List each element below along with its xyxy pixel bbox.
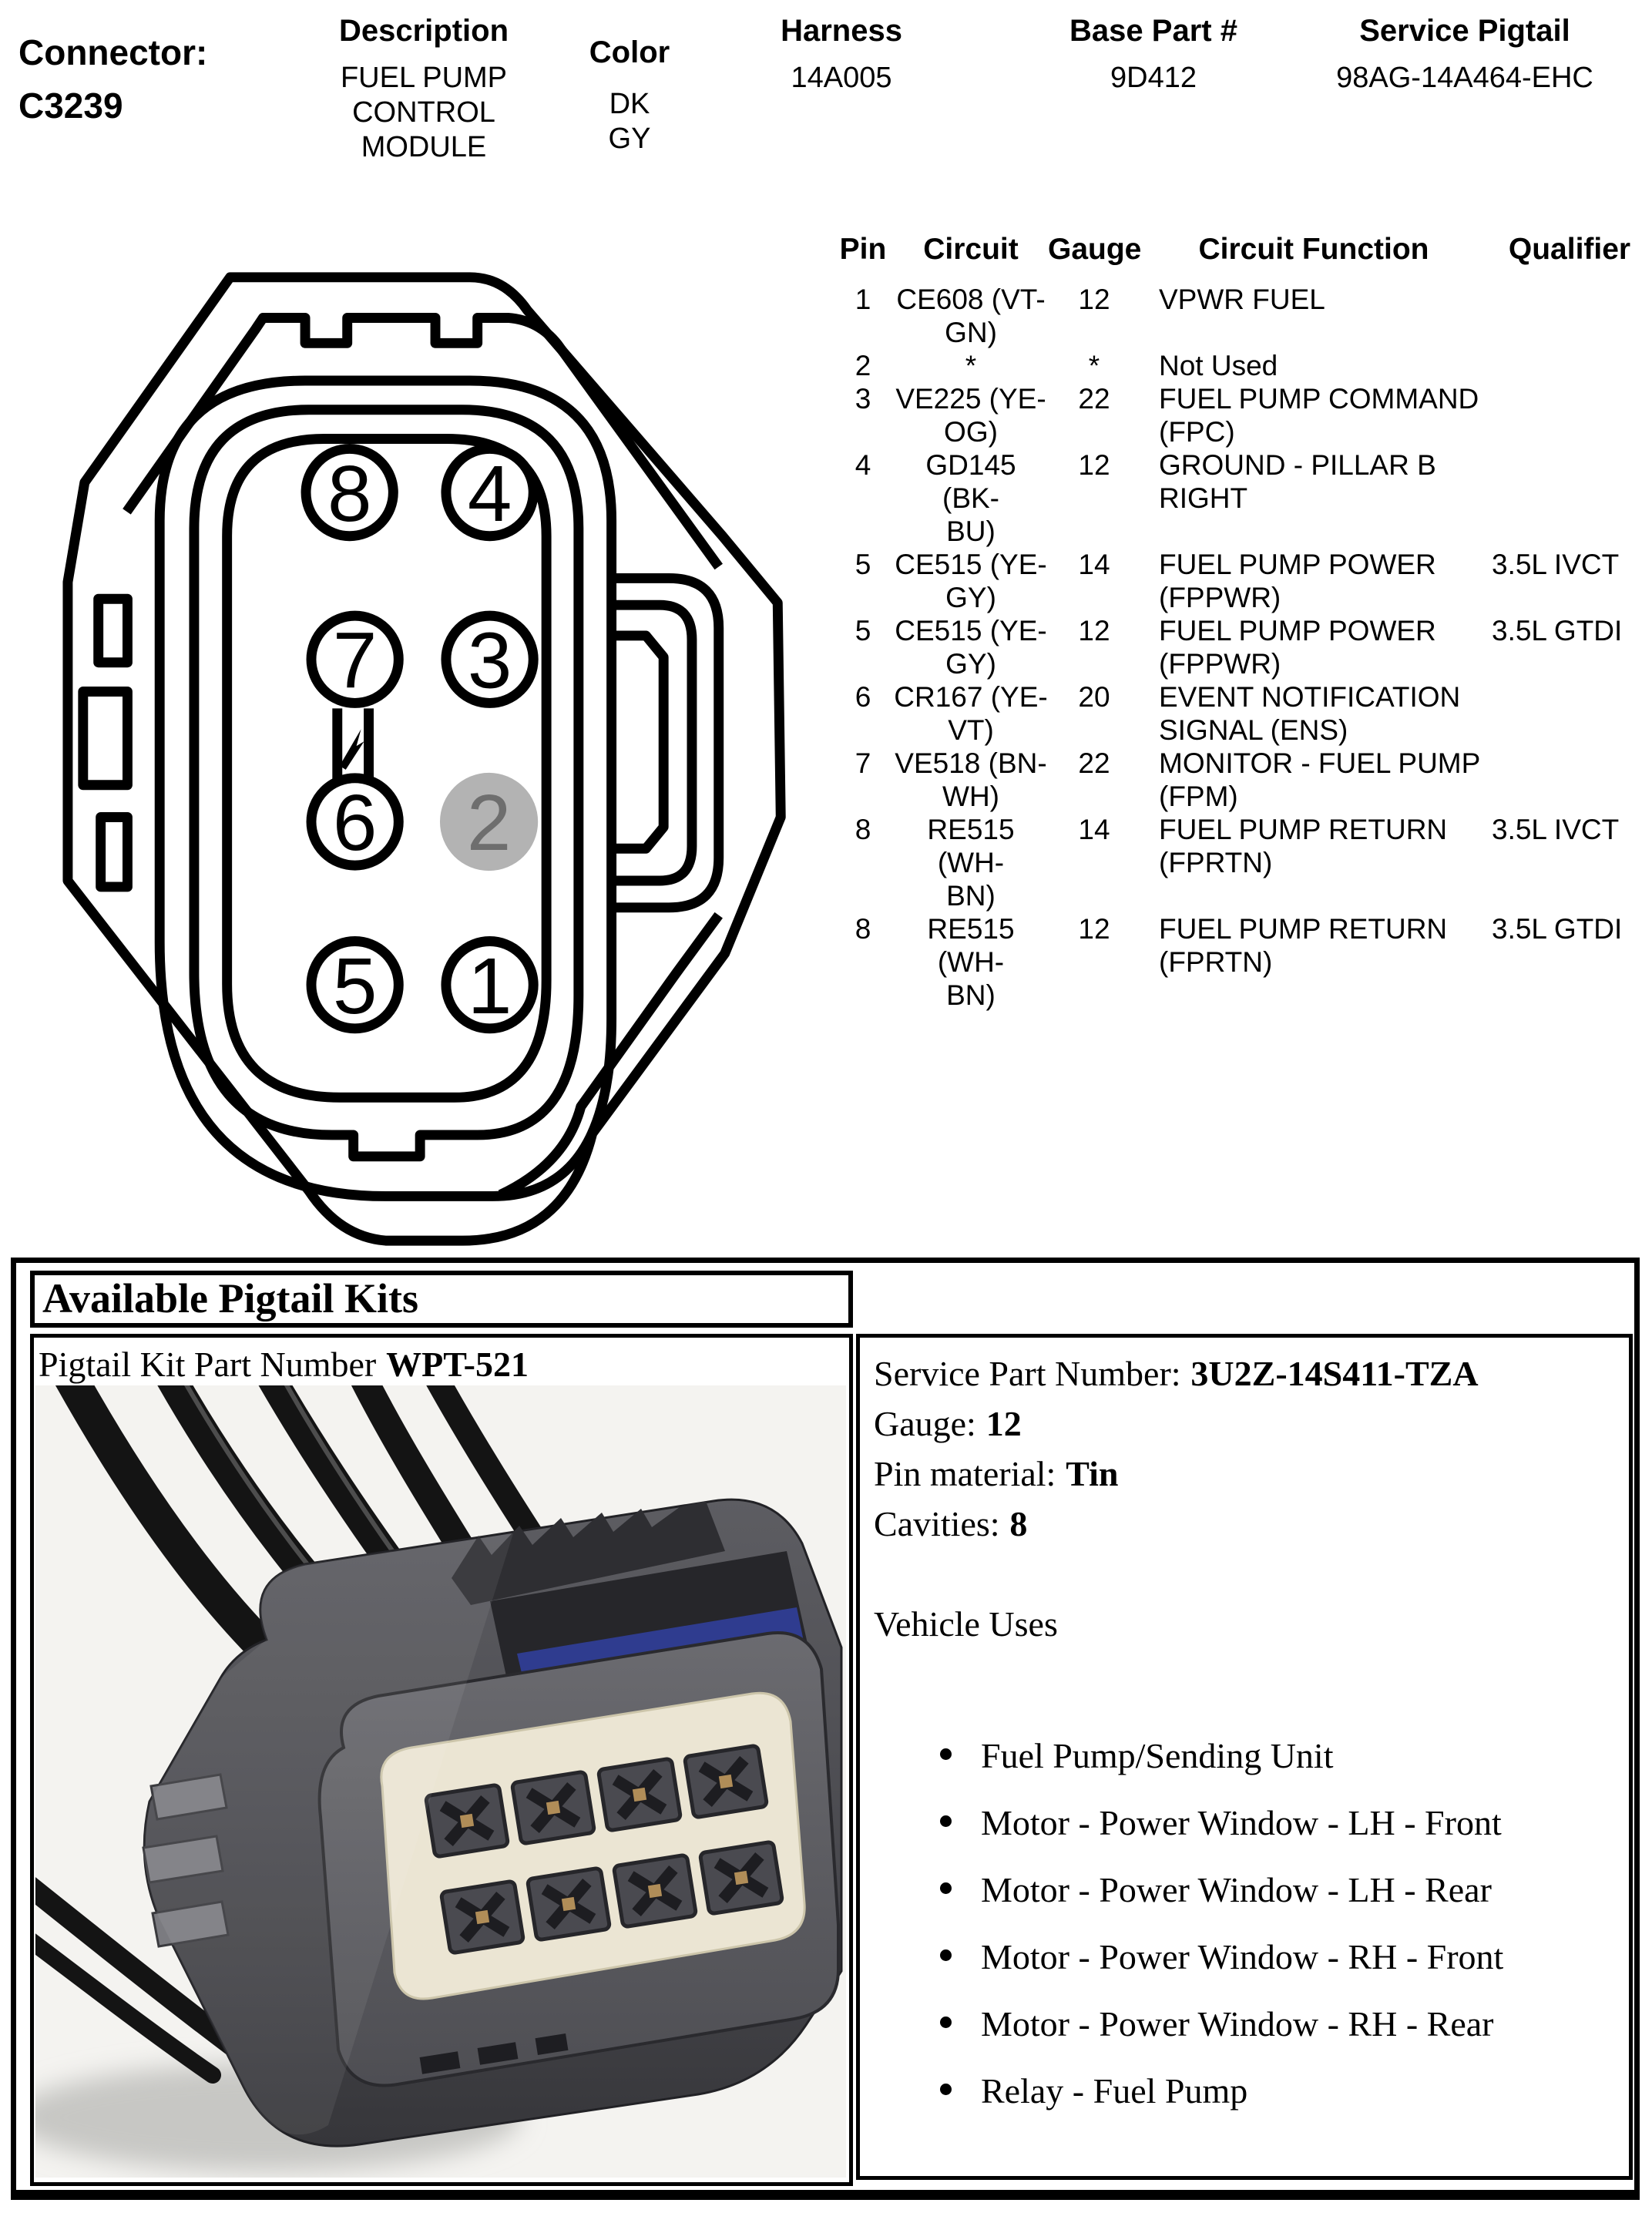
- pin-material-value: Tin: [1066, 1454, 1119, 1493]
- harness-value: 14A005: [791, 62, 892, 94]
- bullet-icon: [940, 1748, 952, 1760]
- gauge-value: 12: [985, 1404, 1022, 1443]
- vehicle-use-label: Motor - Power Window - RH - Front: [981, 1937, 1504, 1976]
- cell-circuit: GD145 (BK- BU): [925, 449, 1016, 547]
- vehicle-use-label: Motor - Power Window - RH - Rear: [981, 2004, 1494, 2043]
- cell-qualifier: [1487, 382, 1652, 448]
- connector-face-diagram: [31, 253, 840, 1256]
- bullet-icon: [940, 1815, 952, 1827]
- table-row: [832, 680, 1652, 747]
- cell-circuit: RE515 (WH- BN): [927, 913, 1015, 1011]
- cell-circuit: CE608 (VT- GN): [896, 284, 1046, 348]
- cell-gauge: 12: [1078, 913, 1110, 945]
- bullet-icon: [940, 2084, 952, 2095]
- gauge-label: Gauge:: [874, 1404, 976, 1443]
- cell-circuit: *: [965, 350, 977, 381]
- pin-table-header: [832, 233, 1652, 266]
- list-item: [940, 1932, 1615, 1982]
- table-row: [832, 614, 1652, 680]
- col-header-circuit: Circuit: [923, 233, 1019, 266]
- header-col-base-part: [1046, 14, 1261, 96]
- list-item: [940, 1798, 1615, 1848]
- pin-material-label: Pin material:: [874, 1454, 1056, 1493]
- col-header-gauge: Gauge: [1048, 233, 1142, 266]
- cell-function: GROUND - PILLAR B RIGHT: [1159, 449, 1436, 514]
- cell-circuit: VE225 (YE- OG): [895, 383, 1046, 448]
- cell-gauge: 20: [1078, 681, 1110, 713]
- pin-number-highlighted: 2: [466, 777, 512, 868]
- cell-qualifier: [1487, 283, 1652, 349]
- service-part-line: [874, 1348, 1615, 1399]
- color-value: DK GY: [608, 88, 651, 155]
- pin-number: 1: [467, 940, 512, 1030]
- vehicle-use-label: Fuel Pump/Sending Unit: [981, 1736, 1334, 1775]
- base-part-value: 9D412: [1110, 62, 1197, 94]
- cell-pin: 2: [855, 350, 871, 381]
- list-item: [940, 2066, 1615, 2116]
- cell-pin: 7: [855, 747, 871, 779]
- vehicle-use-label: Motor - Power Window - LH - Rear: [981, 1870, 1492, 1909]
- cell-function: Not Used: [1159, 350, 1278, 381]
- cell-function: FUEL PUMP RETURN (FPRTN): [1159, 814, 1448, 878]
- gauge-line: [874, 1399, 1615, 1449]
- index-tabs: [83, 599, 128, 887]
- col-header-function: Circuit Function: [1198, 233, 1429, 266]
- pin-number: 3: [467, 615, 512, 705]
- kit-part-number-value: WPT-521: [386, 1345, 529, 1384]
- base-part-label: Base Part #: [1069, 14, 1237, 48]
- vehicle-uses-list: [874, 1731, 1615, 2116]
- kit-part-number-line: [34, 1338, 849, 1386]
- cavities-label: Cavities:: [874, 1504, 1000, 1543]
- cell-gauge: 14: [1078, 814, 1110, 845]
- pin-material-line: [874, 1449, 1615, 1499]
- pin-number: 6: [332, 777, 378, 868]
- list-item: [940, 1999, 1615, 2049]
- keyway: [337, 708, 369, 779]
- harness-label: Harness: [781, 14, 902, 48]
- bullet-icon: [940, 1882, 952, 1894]
- cell-pin: 6: [855, 681, 871, 713]
- service-part-value: 3U2Z-14S411-TZA: [1190, 1354, 1479, 1393]
- cell-function: FUEL PUMP POWER (FPPWR): [1159, 615, 1436, 680]
- connector-label: Connector:: [18, 32, 208, 72]
- service-pigtail-value: 98AG-14A464-EHC: [1336, 62, 1593, 94]
- table-row: [832, 548, 1652, 614]
- cell-circuit: CR167 (YE- VT): [894, 681, 1048, 746]
- pigtail-spec-cell: [856, 1334, 1633, 2180]
- cell-qualifier: 3.5L GTDI: [1492, 615, 1623, 646]
- cell-pin: 4: [855, 449, 871, 481]
- description-value: FUEL PUMP CONTROL MODULE: [340, 62, 508, 163]
- pigtail-kit-cell: [30, 1334, 853, 2186]
- vehicle-use-label: Relay - Fuel Pump: [981, 2071, 1248, 2111]
- cell-qualifier: [1487, 448, 1652, 548]
- header-col-description: [308, 14, 539, 164]
- header-col-color: [579, 14, 680, 156]
- cell-pin: 8: [855, 814, 871, 845]
- pin-table: [832, 233, 1652, 1012]
- table-row: [832, 912, 1652, 1012]
- cell-gauge: *: [1088, 350, 1100, 381]
- table-row: [832, 448, 1652, 548]
- table-row: [832, 283, 1652, 349]
- col-header-qualifier: Qualifier: [1508, 233, 1631, 266]
- pin-number: 5: [332, 940, 378, 1030]
- pigtail-section-title: Available Pigtail Kits: [30, 1271, 853, 1328]
- col-header-pin: Pin: [839, 233, 887, 266]
- cell-function: FUEL PUMP COMMAND (FPC): [1159, 383, 1479, 448]
- list-item: [940, 1731, 1615, 1781]
- cell-function: VPWR FUEL: [1159, 284, 1325, 315]
- pigtail-kit-section: [11, 1258, 1640, 2200]
- cell-gauge: 22: [1078, 747, 1110, 779]
- table-row: [832, 382, 1652, 448]
- vehicle-use-label: Motor - Power Window - LH - Front: [981, 1803, 1502, 1842]
- cell-pin: 5: [855, 615, 871, 646]
- cell-qualifier: [1487, 680, 1652, 747]
- list-item: [940, 1865, 1615, 1915]
- cell-pin: 1: [855, 284, 871, 315]
- pin-number: 4: [467, 448, 512, 538]
- bullet-icon: [940, 2017, 952, 2028]
- cell-circuit: CE515 (YE- GY): [895, 549, 1047, 613]
- cell-pin: 3: [855, 383, 871, 415]
- latch-bracket: [612, 578, 719, 907]
- service-pigtail-label: Service Pigtail: [1359, 14, 1570, 48]
- cell-qualifier: 3.5L IVCT: [1492, 814, 1620, 845]
- bullet-icon: [940, 1949, 952, 1961]
- pigtail-photo: [35, 1385, 846, 2178]
- cell-qualifier: 3.5L GTDI: [1492, 913, 1623, 945]
- cell-function: MONITOR - FUEL PUMP (FPM): [1159, 747, 1481, 812]
- cell-gauge: 12: [1078, 449, 1110, 481]
- cell-function: FUEL PUMP POWER (FPPWR): [1159, 549, 1436, 613]
- pin-number: 8: [327, 448, 372, 538]
- pin-number: 7: [332, 615, 378, 705]
- cell-qualifier: [1487, 349, 1652, 382]
- vehicle-uses-title: Vehicle Uses: [874, 1604, 1058, 1644]
- cell-function: FUEL PUMP RETURN (FPRTN): [1159, 913, 1448, 978]
- table-row: [832, 349, 1652, 382]
- table-row: [832, 747, 1652, 813]
- service-part-label: Service Part Number:: [874, 1354, 1181, 1393]
- cell-qualifier: [1487, 747, 1652, 813]
- cavities-value: 8: [1009, 1504, 1028, 1543]
- header-col-service-pigtail: [1295, 14, 1634, 96]
- cell-gauge: 12: [1078, 615, 1110, 646]
- connector-id: C3239: [18, 86, 123, 126]
- cell-gauge: 22: [1078, 383, 1110, 415]
- cell-pin: 8: [855, 913, 871, 945]
- cell-gauge: 14: [1078, 549, 1110, 580]
- cell-circuit: CE515 (YE- GY): [895, 615, 1047, 680]
- cell-circuit: VE518 (BN- WH): [895, 747, 1047, 812]
- cell-pin: 5: [855, 549, 871, 580]
- header-col-harness: [749, 14, 934, 96]
- cavities-line: [874, 1499, 1615, 1549]
- color-label: Color: [589, 35, 670, 69]
- cell-gauge: 12: [1078, 284, 1110, 315]
- kit-part-number-label: Pigtail Kit Part Number: [39, 1345, 377, 1384]
- description-label: Description: [338, 14, 509, 48]
- cell-function: EVENT NOTIFICATION SIGNAL (ENS): [1159, 681, 1461, 746]
- cell-circuit: RE515 (WH- BN): [927, 814, 1015, 912]
- table-row: [832, 813, 1652, 912]
- cell-qualifier: 3.5L IVCT: [1492, 549, 1620, 580]
- connector-title: [18, 26, 207, 133]
